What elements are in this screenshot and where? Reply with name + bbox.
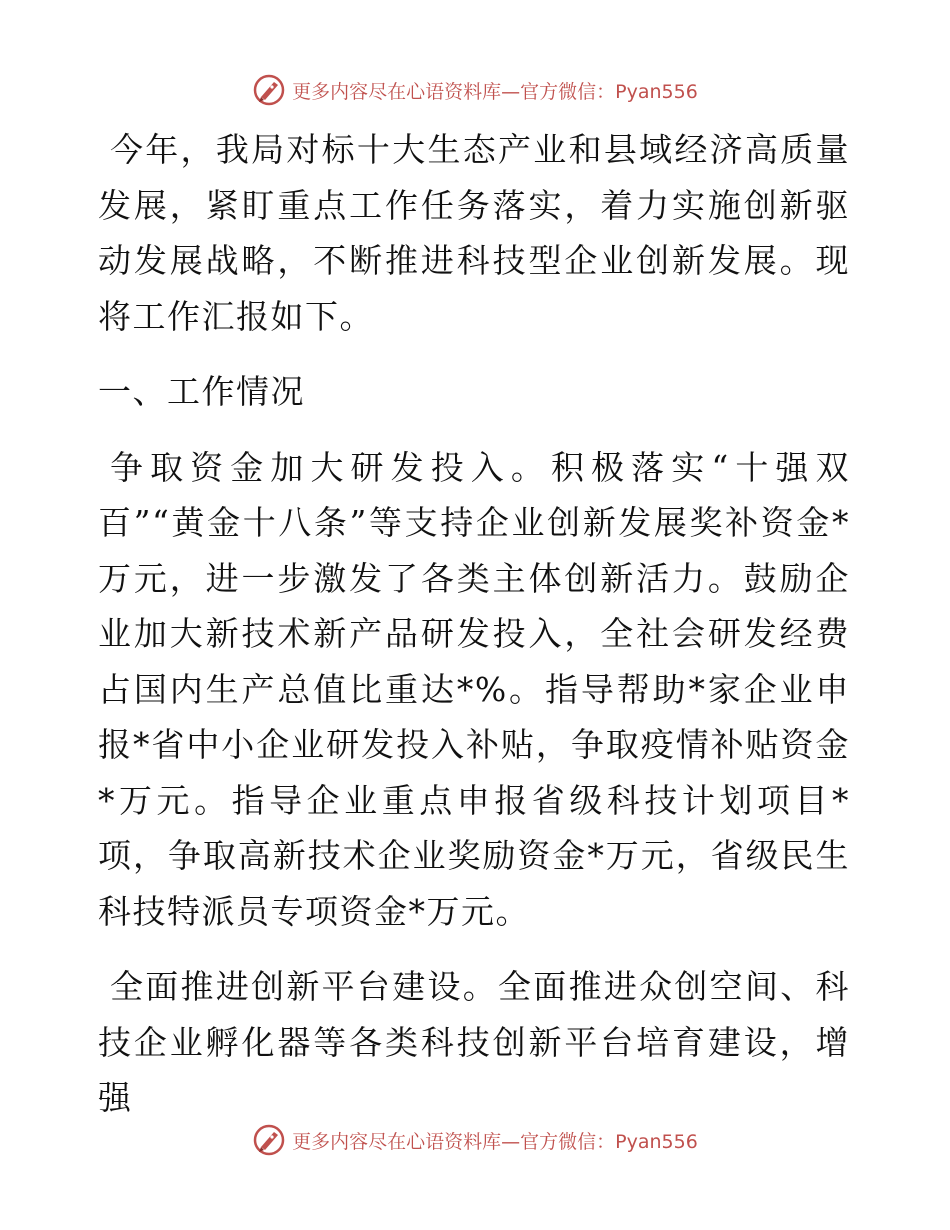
watermark-text: 更多内容尽在心语资料库—官方微信：Pyan556	[292, 1130, 698, 1153]
pen-logo-icon	[252, 1123, 286, 1157]
section-heading: 一、工作情况	[98, 372, 305, 411]
header-watermark-banner	[0, 70, 950, 110]
footer-watermark-banner	[0, 1120, 950, 1160]
funding-paragraph: 争取资金加大研发投入。积极落实“十强双百”“黄金十八条”等支持企业创新发展奖补资金*万元，进一步激发了各类主体创新活力。鼓励企业加大新技术新产品研发投入，全社会研发经费占国内生产总值比重达*%。指导帮助*家企业申报*省中小企业研发投入补贴，争取疫情补贴资金*万元。指导企业重点申报省级科技计划项目*项，争取高新技术企业奖励资金*万元，省级民生科技特派员专项资金*万元。	[98, 447, 850, 931]
intro-paragraph: 今年，我局对标十大生态产业和县域经济高质量发展，紧盯重点工作任务落实，着力实施创新驱动发展战略，不断推进科技型企业创新发展。现将工作汇报如下。	[98, 130, 850, 336]
pen-logo-icon	[252, 73, 286, 107]
watermark-text: 更多内容尽在心语资料库—官方微信：Pyan556	[292, 80, 698, 103]
platform-paragraph: 全面推进创新平台建设。全面推进众创空间、科技企业孵化器等各类科技创新平台培育建设，增强	[98, 967, 850, 1117]
document-body	[98, 122, 850, 1146]
